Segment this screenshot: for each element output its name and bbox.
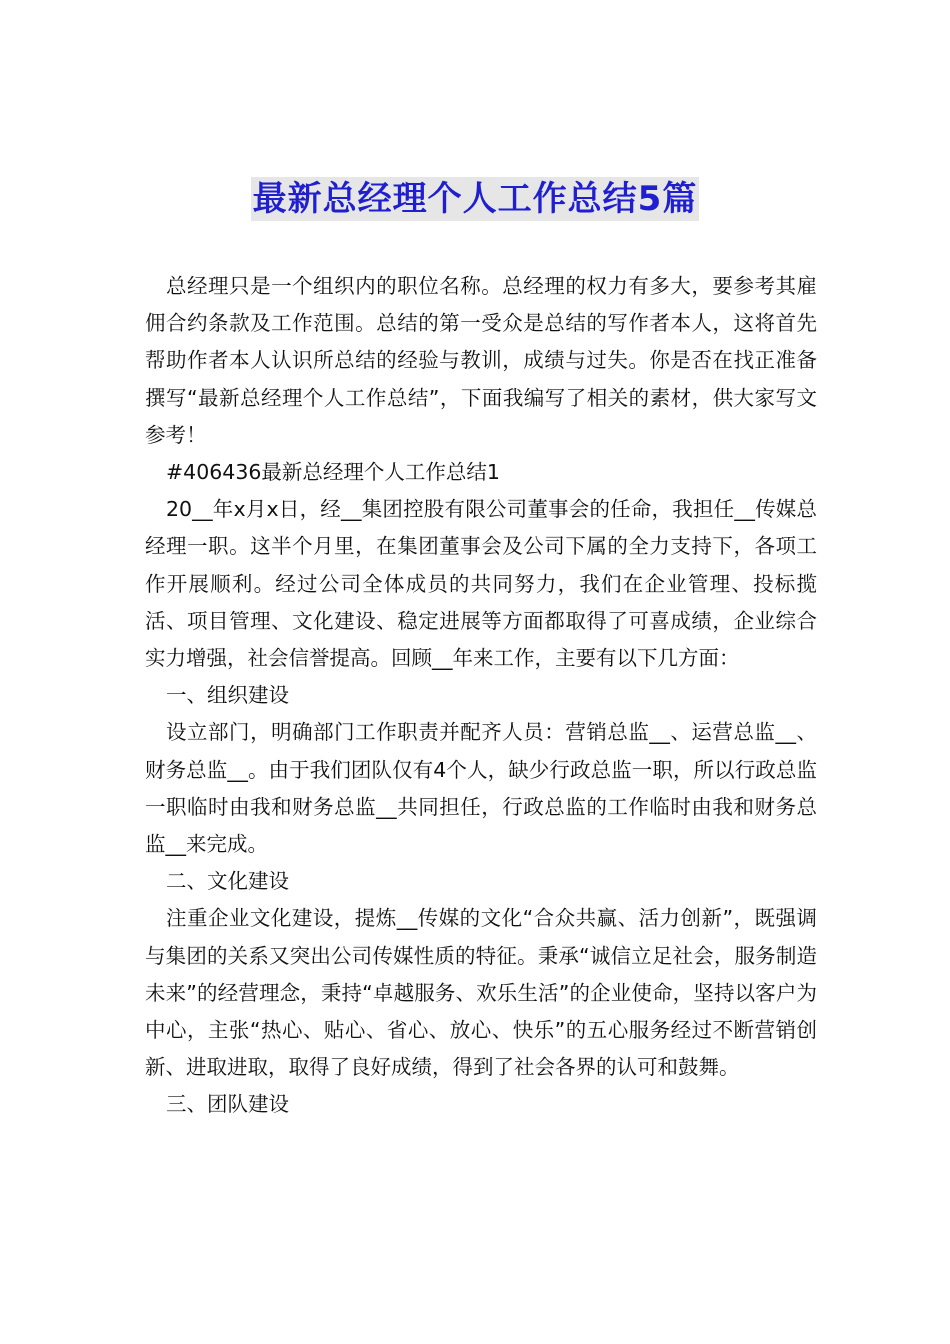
document-body: [145, 268, 817, 1124]
section-heading: 二、文化建设: [166, 869, 289, 894]
section-heading: 一、组织建设: [166, 683, 289, 708]
section-heading: #406436最新总经理个人工作总结1: [166, 460, 500, 485]
body-paragraph: 注重企业文化建设，提炼__传媒的文化“合众共赢、活力创新”，既强调与集团的关系又突出公司传媒性质的特征。秉承“诚信立足社会，服务制造未来”的经营理念，秉持“卓越服务、欢乐生活”的企业使命，坚持以客户为中心，主张“热心、贴心、省心、放心、快乐”的五心服务经过不断营销创新、进取进取，取得了良好成绩，得到了社会各界的认可和鼓舞。: [145, 906, 817, 1080]
body-paragraph: 20__年x月x日，经__集团控股有限公司董事会的任命，我担任__传媒总经理一职。这半个月里，在集团董事会及公司下属的全力支持下，各项工作开展顺利。经过公司全体成员的共同努力，我们在企业管理、投标揽活、项目管理、文化建设、稳定进展等方面都取得了可喜成绩，企业综合实力增强，社会信誉提高。回顾__年来工作，主要有以下几方面：: [145, 497, 817, 671]
title-container: [0, 177, 950, 221]
intro-paragraph: 总经理只是一个组织内的职位名称。总经理的权力有多大，要参考其雇佣合约条款及工作范围。总结的第一受众是总结的写作者本人，这将首先帮助作者本人认识所总结的经验与教训，成绩与过失。你是否在找正准备撰写“最新总经理个人工作总结”，下面我编写了相关的素材，供大家写文参考！: [145, 274, 817, 447]
document-title: 最新总经理个人工作总结5篇: [252, 179, 698, 219]
body-paragraph: 设立部门，明确部门工作职责并配齐人员：营销总监__、运营总监__、财务总监__。由于我们团队仅有4个人，缺少行政总监一职，所以行政总监一职临时由我和财务总监__共同担任，行政总监的工作临时由我和财务总监__来完成。: [145, 720, 817, 857]
section-heading: 三、团队建设: [166, 1092, 289, 1117]
